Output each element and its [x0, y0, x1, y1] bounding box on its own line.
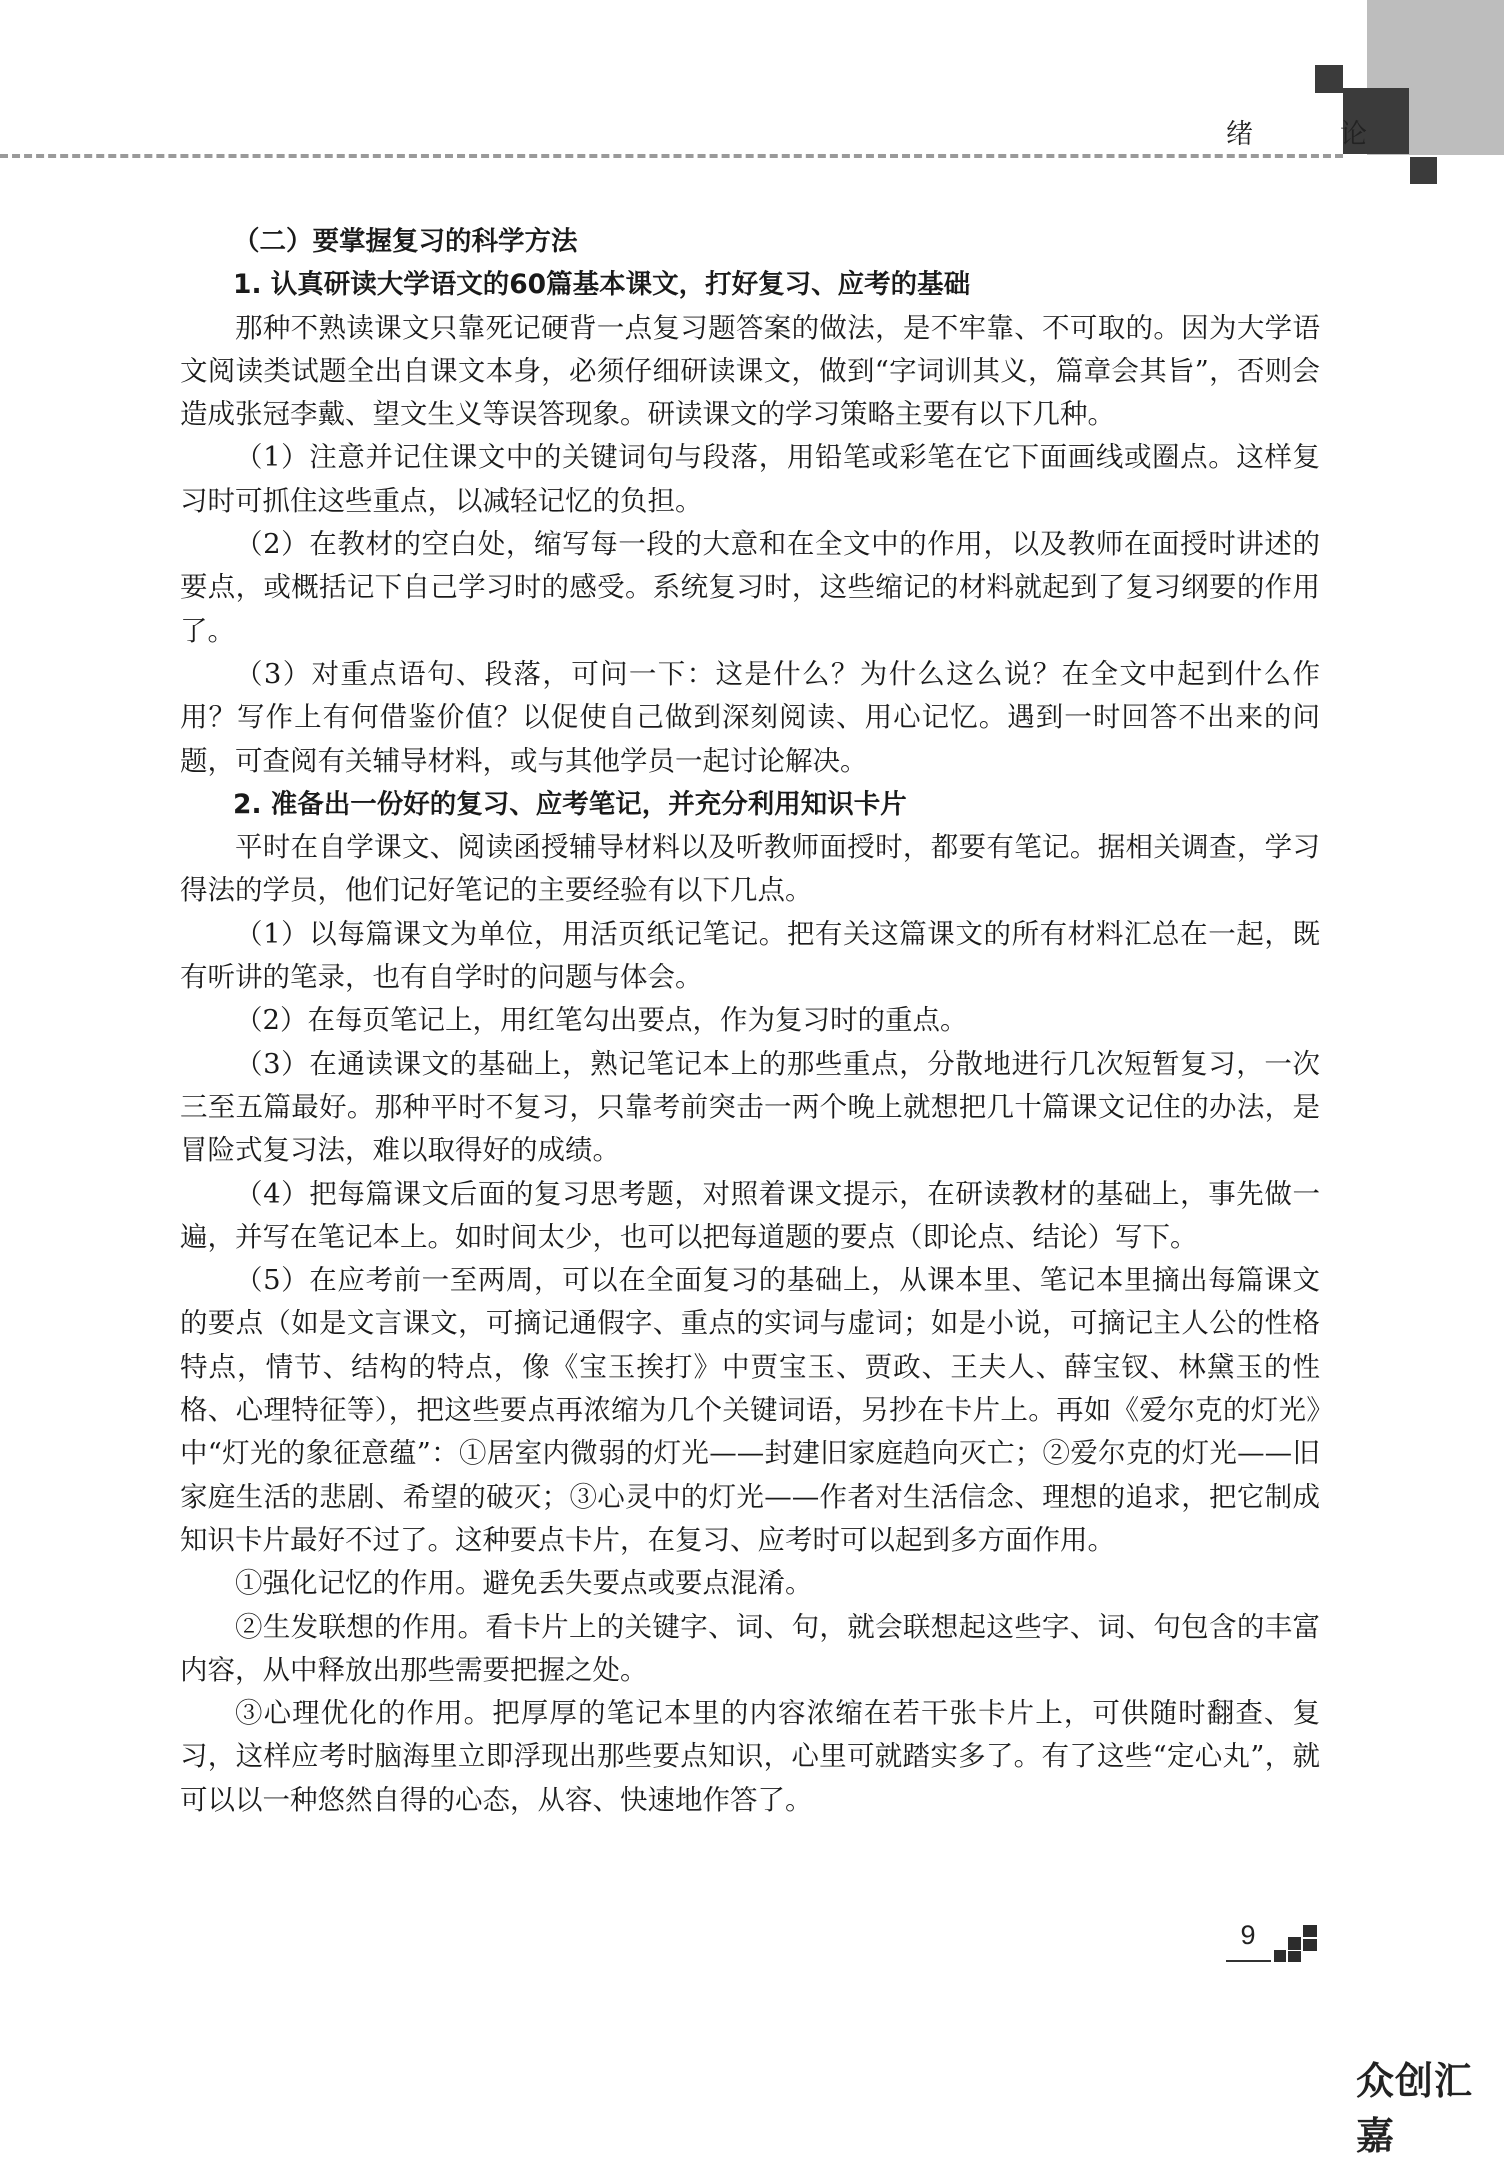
body-paragraph: 那种不熟读课文只靠死记硬背一点复习题答案的做法，是不牢靠、不可取的。因为大学语文阅读类试题全出自课文本身，必须仔细研读课文，做到“字词训其义，篇章会其旨”，否则会造成张冠李戴、望文生义等误答现象。研读课文的学习策略主要有以下几种。 — [180, 311, 1320, 431]
body-paragraph: ②生发联想的作用。看卡片上的关键字、词、句，就会联想起这些字、词、句包含的丰富内容，从中释放出那些需要把握之处。 — [180, 1610, 1320, 1686]
footer-square — [1303, 1939, 1317, 1951]
header-dark-square — [1315, 65, 1343, 93]
body-paragraph: （4）把每篇课文后面的复习思考题，对照着课文提示，在研读教材的基础上，事先做一遍，并写在笔记本上。如时间太少，也可以把每道题的要点（即论点、结论）写下。 — [180, 1177, 1320, 1253]
body-paragraph: （1）以每篇课文为单位，用活页纸记笔记。把有关这篇课文的所有材料汇总在一起，既有听讲的笔录，也有自学时的问题与体会。 — [180, 917, 1320, 994]
header-dark-square — [1410, 157, 1437, 184]
running-head: 绪 论 — [1226, 119, 1397, 150]
footer-square — [1303, 1925, 1317, 1937]
footer-square — [1274, 1950, 1286, 1962]
section-heading: 1. 认真研读大学语文的60篇基本课文，打好复习、应考的基础 — [233, 269, 971, 301]
section-heading: （二）要掌握复习的科学方法 — [233, 226, 578, 257]
section-heading: 2. 准备出一份好的复习、应考笔记，并充分利用知识卡片 — [233, 788, 907, 820]
page-number: 9 — [1240, 1920, 1256, 1950]
body-paragraph: （3）对重点语句、段落，可问一下：这是什么？为什么这么说？在全文中起到什么作用？写作上有何借鉴价值？以促使自己做到深刻阅读、用心记忆。遇到一时回答不出来的问题，可查阅有关辅导材料，或与其他学员一起讨论解决。 — [180, 657, 1320, 777]
body-paragraph: （3）在通读课文的基础上，熟记笔记本上的那些重点，分散地进行几次短暂复习，一次三至五篇最好。那种平时不复习，只靠考前突击一两个晚上就想把几十篇课文记住的办法，是冒险式复习法，难以取得好的成绩。 — [180, 1047, 1320, 1167]
header-dashed-rule — [0, 154, 1343, 158]
body-paragraph: （2）在每页笔记上，用红笔勾出要点，作为复习时的重点。 — [235, 1004, 968, 1037]
page-body — [180, 220, 1320, 1822]
page-number-underline — [1226, 1960, 1271, 1962]
body-paragraph: （2）在教材的空白处，缩写每一段的大意和在全文中的作用，以及教师在面授时讲述的要点，或概括记下自己学习时的感受。系统复习时，这些缩记的材料就起到了复习纲要的作用了。 — [180, 528, 1320, 647]
footer-square — [1288, 1951, 1301, 1962]
body-paragraph: ①强化记忆的作用。避免丢失要点或要点混淆。 — [235, 1567, 813, 1600]
footer-square — [1288, 1937, 1301, 1950]
body-paragraph: 平时在自学课文、阅读函授辅导材料以及听教师面授时，都要有笔记。据相关调查，学习得法的学员，他们记好笔记的主要经验有以下几点。 — [180, 831, 1320, 907]
body-paragraph: （5）在应考前一至两周，可以在全面复习的基础上，从课本里、笔记本里摘出每篇课文的要点（如是文言课文，可摘记通假字、重点的实词与虚词；如是小说，可摘记主人公的性格特点，情节、结构的特点，像《宝玉挨打》中贾宝玉、贾政、王夫人、薛宝钗、林黛玉的性格、心理特征等），把这些要点再浓缩为几个关键词语，另抄在卡片上。再如《爱尔克的灯光》中“灯光的象征意蕴”：①居室内微弱的灯光——封建旧家庭趋向灭亡；②爱尔克的灯光——旧家庭生活的悲剧、希望的破灭；③心灵中的灯光——作者对生活信念、理想的追求，把它制成知识卡片最好不过了。这种要点卡片，在复习、应考时可以起到多方面作用。 — [180, 1264, 1320, 1556]
body-paragraph: ③心理优化的作用。把厚厚的笔记本里的内容浓缩在若干张卡片上，可供随时翻查、复习，这样应考时脑海里立即浮现出那些要点知识，心里可就踏实多了。有了这些“定心丸”，就可以以一种悠然自得的心态，从容、快速地作答了。 — [180, 1697, 1320, 1816]
watermark: 众创汇嘉 — [1356, 2059, 1474, 2158]
body-paragraph: （1）注意并记住课文中的关键词句与段落，用铅笔或彩笔在它下面画线或圈点。这样复习时可抓住这些重点，以减轻记忆的负担。 — [180, 441, 1320, 517]
